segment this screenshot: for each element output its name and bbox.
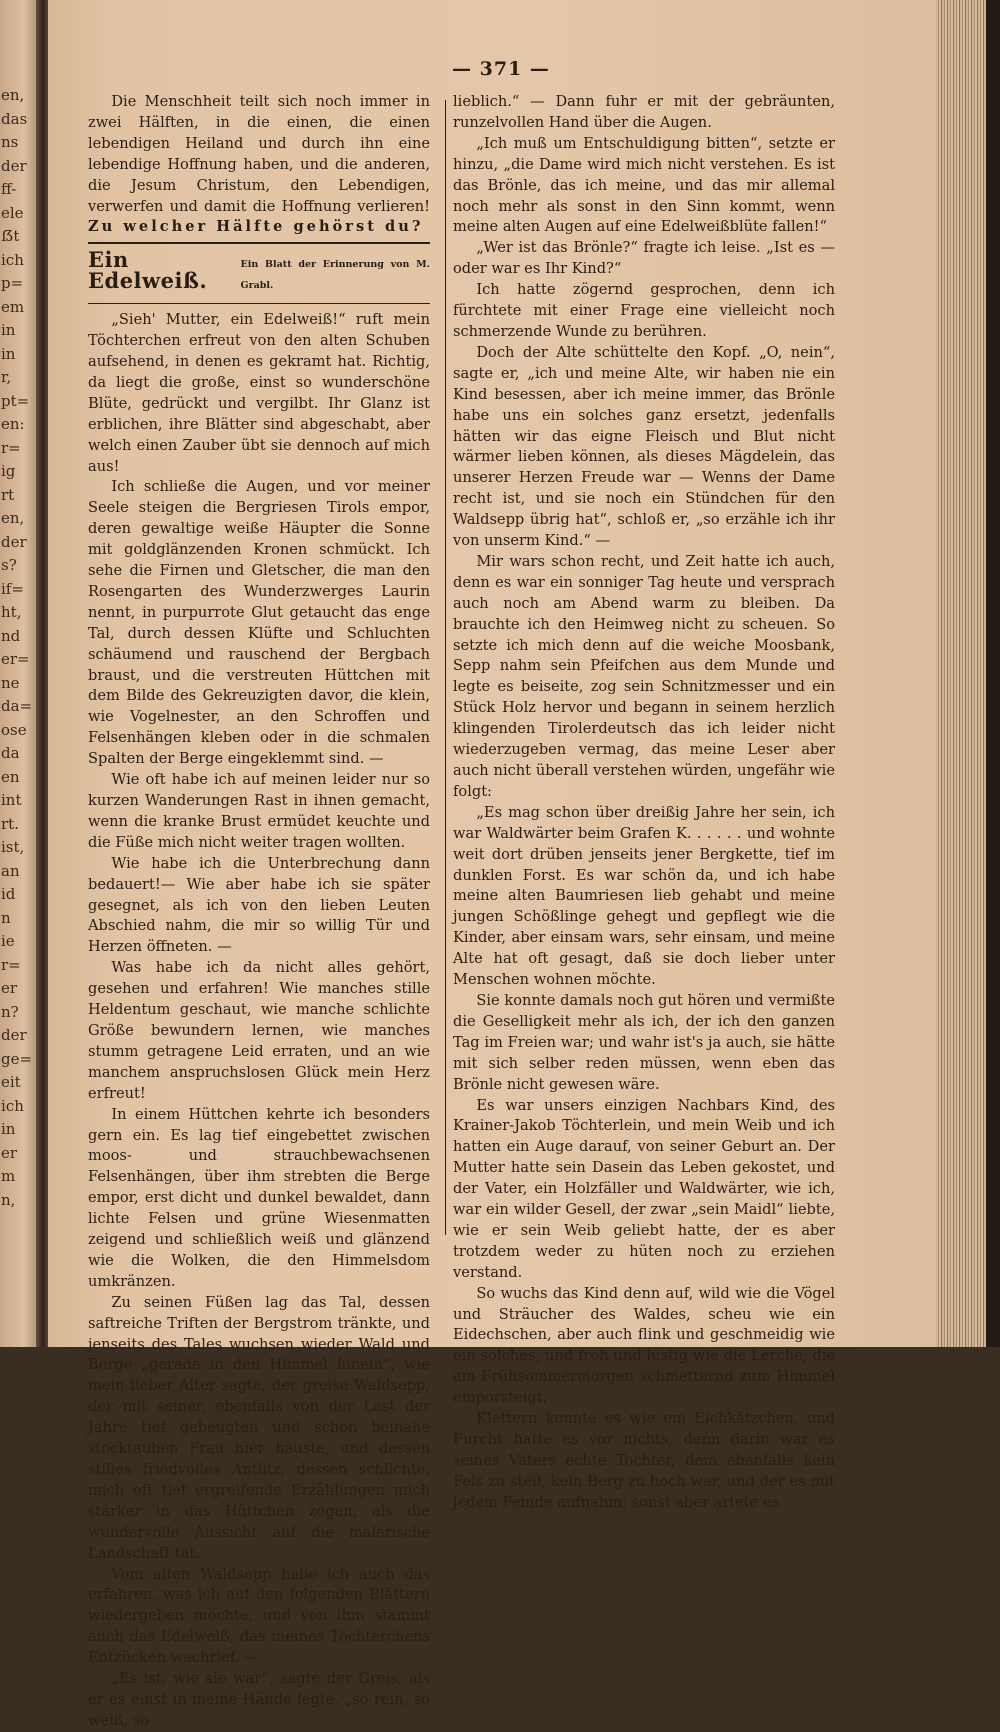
facing-page-fragment: er	[1, 1143, 18, 1162]
facing-page-fragment: ẞt	[1, 227, 20, 245]
facing-page-fragment: en	[1, 767, 20, 786]
facing-page-fragment: r=	[1, 438, 21, 457]
facing-page-fragment: eit	[1, 1073, 21, 1091]
right-article-body	[453, 92, 835, 1514]
article-paragraph: „Es ist, wie sie war“, sagte der Greis, als er es einst in meine Hände legte, „so rein, so weiß, so	[88, 1670, 430, 1729]
facing-page-fragment: nd	[1, 626, 21, 645]
intro-paragraph	[88, 92, 430, 238]
article-paragraph: „Es mag schon über dreißig Jahre her sein, ich war Waldwärter beim Grafen K. . . . . . und wohnte weit dort drüben jenseits jener Bergkette, tief im dunklen Forst. Es war schön da, und ich habe meine alten Baumriesen lieb gehabt und meine jungen Schößlinge gehegt und gepflegt wie die Kinder, aber einsam wars, sehr einsam, und meine Alte hat oft gesagt, daß sie doch lieber unter Menschen wohnen möchte.	[453, 803, 835, 989]
article-paragraph: Ich schließe die Augen, und vor meiner Seele steigen die Bergriesen Tirols empor, deren gewaltige weiße Häupter die Sonne mit goldglänzenden Kronen schmückt. Ich sehe die Firnen und Gletscher, die man den Rosengarten des Wunderzwerges Laurin nennt, in purpurrote Glut getaucht das enge Tal, durch dessen Klüfte und Schluchten schäumend und rauschend der Bergbach braust, und die verstreuten Hüttchen mit dem Bilde des Gekreuzigten davor, die klein, wie Vogelnester, an den Schroffen und Felsenhängen kleben oder in die schmalen Spalten der Berge eingeklemmt sind. —	[88, 478, 430, 768]
facing-page-fragment: ie	[1, 932, 15, 950]
facing-page-fragment: der	[1, 532, 27, 551]
facing-page-fragment: ge=	[1, 1049, 33, 1068]
left-article-body	[88, 310, 430, 1732]
intro-text: Die Menschheit teilt sich noch immer in zwei Hälften, in die einen, die einen lebendigen Heiland und durch ihn eine lebendige Hoffnung haben, und die anderen, die Jesum Christum, den Lebendigen, verwerfen und damit die Hoffnung verlieren!	[88, 93, 430, 215]
facing-page-fragment: er	[1, 979, 18, 997]
facing-page-fragment: ht,	[1, 603, 22, 621]
facing-page-fragment: das	[1, 109, 28, 128]
facing-page-fragment: in	[1, 344, 16, 363]
facing-page-fragment: ele	[1, 203, 24, 222]
facing-page-fragment: en,	[1, 86, 25, 104]
facing-page-fragment: in	[1, 321, 16, 339]
right-column	[453, 92, 835, 1514]
intro-emphasis: Zu welcher Hälfte gehörst du?	[88, 218, 424, 236]
facing-page-fragment: ich	[1, 1096, 24, 1115]
facing-page-fragment: rt.	[1, 814, 19, 833]
column-divider	[445, 100, 446, 1235]
facing-page-fragment: n?	[1, 1002, 19, 1021]
facing-page-fragment: in	[1, 1120, 16, 1138]
facing-page-fragment: em	[1, 297, 25, 316]
facing-page-fragment: der	[1, 156, 27, 175]
facing-page-fragment: r=	[1, 955, 21, 974]
facing-page-fragment: da=	[1, 697, 33, 715]
facing-page-fragment: s?	[1, 556, 17, 574]
facing-page-fragment: int	[1, 791, 22, 809]
title-rule-bottom	[88, 303, 430, 304]
facing-page-fragment: n	[1, 908, 11, 927]
facing-page-fragment: id	[1, 885, 16, 903]
facing-page-fragment: ig	[1, 462, 16, 480]
facing-page-fragment: da	[1, 744, 20, 762]
facing-page-fragment: ns	[1, 133, 19, 151]
facing-page-fragment: if=	[1, 579, 24, 598]
article-paragraph: Was habe ich da nicht alles gehört, gesehen und erfahren! Wie manches stille Heldentum geschaut, wie manche schlichte Größe bewundern lernen, wie manches stumm getragene Leid erraten, und an wie manchem anspruchslosen Glück mein Herz erfreut!	[88, 959, 430, 1102]
facing-page-fragment: en:	[1, 415, 25, 433]
article-paragraph: Ich hatte zögernd gesprochen, denn ich fürchtete mit einer Frage eine vielleicht noch schmerzende Wunde zu berühren.	[453, 281, 835, 340]
article-paragraph: lieblich.“ — Dann fuhr er mit der gebräunten, runzelvollen Hand über die Augen.	[453, 93, 835, 131]
article-paragraph: Wie oft habe ich auf meinen leider nur so kurzen Wanderungen Rast in ihnen gemacht, wenn die kranke Brust ermüdet keuchte und die Füße mich nicht weiter tragen wollten.	[88, 771, 430, 851]
facing-page-fragment: ne	[1, 673, 20, 692]
book-page	[48, 0, 936, 1729]
article-paragraph: „Wer ist das Brönle?“ fragte ich leise. „Ist es — oder war es Ihr Kind?“	[453, 239, 835, 278]
article-paragraph: Es war unsers einzigen Nachbars Kind, des Krainer-Jakob Töchterlein, und mein Weib und ich hatten ein Auge darauf, von seiner Geburt an. Der Mutter hatte sein Dasein das Leben gekostet, und der Vater, ein Holzfäller und Waldwärter, wie ich, war ein wilder Gesell, der zwar „sein Maidl“ liebte, wie er sein Weib geliebt hatte, der es aber trotzdem weder zu hüten noch zu erziehen verstand.	[453, 1096, 835, 1281]
facing-page-fragment: r,	[1, 368, 12, 386]
article-title: Ein Edelweiß.	[88, 247, 208, 294]
article-paragraph: „Ich muß um Entschuldigung bitten“, setzte er hinzu, „die Dame wird mich nicht verstehen. Es ist das Brönle, das ich meine, und das mir allemal noch mehr als sonst in den Sinn kommt, wenn meine alten Augen auf eine Edelweißblüte fallen!“	[453, 134, 835, 236]
article-paragraph: Mir wars schon recht, und Zeit hatte ich auch, denn es war ein sonniger Tag heute und versprach auch noch am Abend warm zu bleiben. Da brauchte ich den Heimweg nicht zu scheuen. So setzte ich mich denn auf die weiche Moosbank, Sepp nahm sein Pfeifchen aus dem Munde und legte es beiseite, zog sein Schnitzmesser und ein Stück Holz hervor und begann in seinem herzlich klingenden Tirolerdeutsch das ich leider nicht wiederzugeben vermag, das meine Leser aber auch nicht überall verstehen würden, ungefähr wie folgt:	[453, 552, 835, 800]
facing-page-fragment: p=	[1, 274, 24, 292]
title-rule-top	[88, 242, 430, 244]
facing-page-fragment: ist,	[1, 838, 25, 856]
facing-page-fragment: der	[1, 1026, 27, 1044]
article-subtitle: Ein Blatt der Erinnerung von M. Grabl.	[240, 259, 430, 292]
article-paragraph: So wuchs das Kind denn auf, wild wie die Vögel und Sträucher des Waldes, scheu wie ein Eidechschen, aber auch flink und geschmeidig wie ein solches, und froh und lustig wie die Lerche, die am Frühsommermorgen schmetternd zum Himmel emporsteigt.	[453, 1284, 835, 1407]
cover-shadow	[986, 0, 1000, 1347]
article-paragraph: Vom alten Waldsepp habe ich auch das erfahren, was ich auf den folgenden Blättern wiedergeben möchte, und von ihm stammt auch das Edelweiß, das meines Töchterchens Entzücken wachrief. —	[88, 1565, 430, 1667]
article-heading	[88, 247, 430, 297]
facing-page-edge	[0, 0, 40, 1347]
facing-page-fragment: ose	[1, 720, 27, 739]
facing-page-fragment: m	[1, 1167, 16, 1185]
facing-page-fragment: rt	[1, 485, 15, 504]
article-paragraph: Doch der Alte schüttelte den Kopf. „O, nein“, sagte er, „ich und meine Alte, wir haben nie ein Kind besessen, aber ich meine immer, das Brönle habe uns ein solches ganz ersetzt, jedenfalls hätten wir das eigne Fleisch und Blut nicht wärmer lieben können, als dieses Mägdelein, das unserer Herzen Freude war — Wenns der Dame recht ist, und sie noch ein Stündchen für den Waldsepp übrig hat“, schloß er, „so erzähle ich ihr von unserm Kind.“ —	[453, 343, 835, 550]
facing-page-fragment: ich	[1, 250, 24, 269]
facing-page-fragment: er=	[1, 650, 30, 668]
article-paragraph: Klettern konnte es wie ein Eichkätzchen, und Furcht hatte es vor nichts, denn darin war es seines Vaters echte Tochter, dem ebenfalls kein Fels zu steil, kein Berg zu hoch war, und der es mit jedem Feinde aufnahm; sonst aber artete es	[453, 1410, 835, 1511]
article-paragraph: „Sieh' Mutter, ein Edelweiß!“ ruft mein Töchterchen erfreut von den alten Schuben aufsehend, in denen es gekramt hat. Richtig, da liegt die große, einst so wunderschöne Blüte, gedrückt und vergilbt. Ihr Glanz ist erblichen, ihre Blätter sind abgeschabt, aber welch einen Zauber übt sie dennoch auf mich aus!	[88, 311, 430, 475]
article-paragraph: In einem Hüttchen kehrte ich besonders gern ein. Es lag tief eingebettet zwischen moos- und strauchbewachsenen Felsenhängen, über ihm strebten die Berge empor, erst dicht und dunkel bewaldet, dann lichte Felsen und grüne Wiesenmatten zeigend und schließlich weiß und glänzend wie die Wolken, die den Himmelsdom umkränzen.	[88, 1105, 430, 1290]
left-column	[88, 92, 430, 1732]
facing-page-fragment: en,	[1, 509, 25, 527]
page-number: — 371 —	[452, 58, 550, 80]
article-paragraph: Zu seinen Füßen lag das Tal, dessen saftreiche Triften der Bergstrom tränkte, und jenseits des Tales wuchsen wieder Wald und Berge „gerade in den Himmel hinein“, wie mein lieber Alter sagte, der greise Waldsepp, der mit seiner, ebenfalls von der Last der Jahre tief gebeugten und schon beinahe stocktauben Frau hier hauste, und dessen stilles friedvolles Antlitz, dessen schlichte, mich oft tief ergreifende Erzählungen mich stärker in das Hüttchen zogen, als die wundervolle Aussicht auf die malerische Landschaft tat.	[88, 1293, 430, 1562]
facing-page-fragment: pt=	[1, 391, 30, 410]
facing-page-fragment: ff-	[1, 180, 17, 198]
facing-page-fragment: an	[1, 861, 20, 880]
facing-page-fragment: n,	[1, 1190, 16, 1209]
article-paragraph: Sie konnte damals noch gut hören und vermißte die Geselligkeit mehr als ich, der ich den ganzen Tag im Freien war; und wahr ist's ja auch, sie hätte mit sich selber reden müssen, wenn eben das Brönle nicht gewesen wäre.	[453, 991, 835, 1093]
article-paragraph: Wie habe ich die Unterbrechung dann bedauert!— Wie aber habe ich sie später gesegnet, als ich von den lieben Leuten Abschied nahm, die mir so willig Tür und Herzen öffneten. —	[88, 854, 430, 956]
